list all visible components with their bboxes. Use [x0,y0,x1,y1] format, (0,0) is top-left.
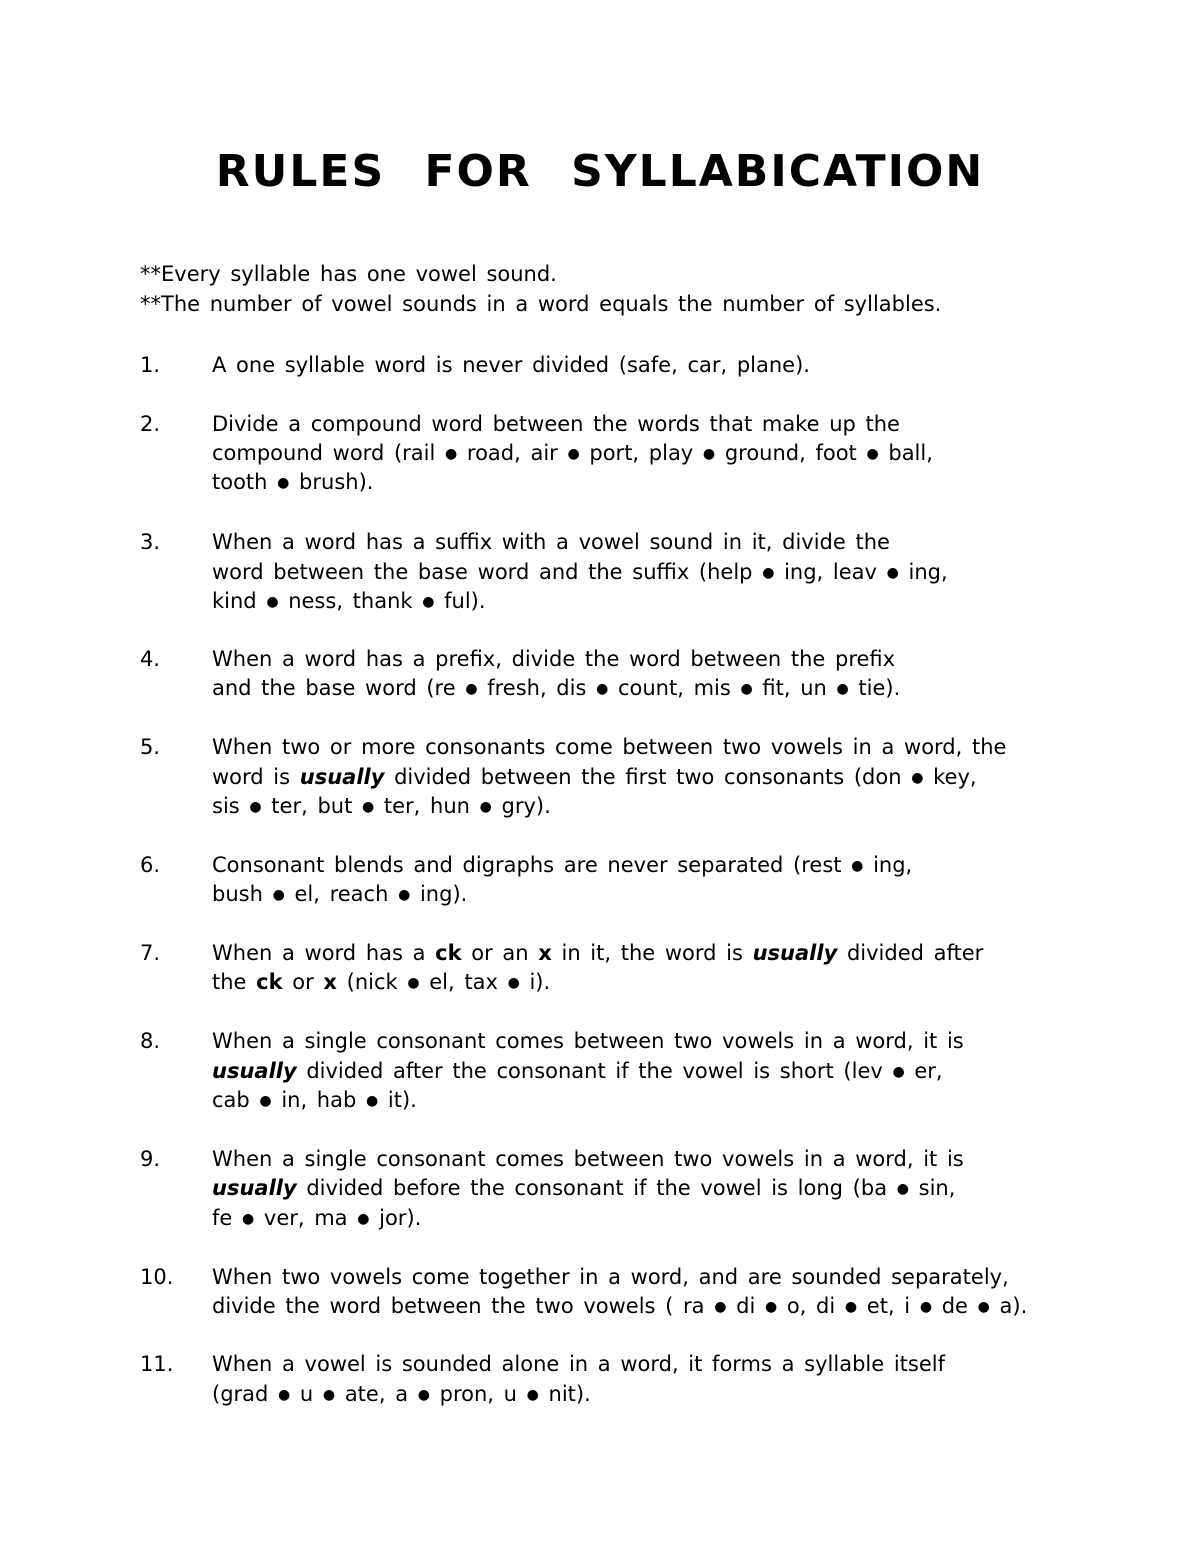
rule-text: When a word has a [212,941,436,965]
rule-text: road, air [457,441,568,465]
rule-text: ground, foot [715,441,867,465]
rule-text: in it, the word is [551,941,753,965]
intro-note: **The number of vowel sounds in a word equals the number of syllables. [140,292,942,316]
rule-text: Divide a compound word between the words that make up the [212,412,900,436]
rule-text-line [212,1147,964,1171]
rule-text: in, hab [271,1088,366,1112]
bullet-separator: ● [465,681,478,697]
rule-text: ing, [863,853,913,877]
rule-text: count, mis [608,676,741,700]
rule-text-line [212,1176,955,1200]
rule-text: ing). [410,882,468,906]
rule-text-line [212,589,486,613]
rule-text-line [212,353,810,377]
rule-text-line [212,1294,1027,1318]
bullet-separator: ● [422,594,435,610]
rule-number: 2. [140,412,161,436]
rule-text: ate, a [335,1382,418,1406]
rule-text: port, play [579,441,703,465]
rule-text-line [212,1352,945,1376]
rule-text: fresh, dis [477,676,597,700]
rule-text: nit). [538,1382,591,1406]
rule-text-line [212,1088,417,1112]
rule-text: ing, [898,560,948,584]
rule-text: When a vowel is sounded alone in a word, it forms a syllable itself [212,1352,945,1376]
rule-text: or [282,970,324,994]
rule-text: tooth [212,470,278,494]
rule-text: o, di [777,1294,845,1318]
bullet-separator: ● [567,446,580,462]
bold-text: x [538,941,552,965]
emphasis-text: usually [299,765,385,789]
rule-text: it). [378,1088,417,1112]
rule-text: A one syllable word is never divided (safe, car, plane). [212,353,810,377]
rule-text: divided before the consonant if the vowel is long (ba [296,1176,897,1200]
rule-number: 8. [140,1029,161,1053]
bullet-separator: ● [844,1299,858,1315]
rule-text: or an [461,941,539,965]
rule-text: de [932,1294,978,1318]
rule-text-line [212,1265,1009,1289]
rule-text: When two vowels come together in a word, and are sounded separately, [212,1265,1009,1289]
rule-number: 3. [140,530,161,554]
rule-text: ball, [878,441,933,465]
rule-text: and the base word (re [212,676,466,700]
rule-number: 1. [140,353,161,377]
bullet-separator: ● [764,1299,778,1315]
rule-text: tie). [848,676,901,700]
bullet-separator: ● [596,681,609,697]
bullet-separator: ● [919,1299,933,1315]
rule-text: bush [212,882,273,906]
intro-note: **Every syllable has one vowel sound. [140,262,557,286]
rule-text-line [212,1382,591,1406]
bullet-separator: ● [272,887,285,903]
rule-text: kind [212,589,267,613]
rule-text: divided after the consonant if the vowel is short (lev [296,1059,893,1083]
rule-text: (grad [212,1382,279,1406]
rule-text: el, reach [284,882,399,906]
rule-text: a). [989,1294,1028,1318]
bullet-separator: ● [417,1387,430,1403]
bullet-separator: ● [366,1093,379,1109]
rule-text-line [212,560,948,584]
rule-text: fe [212,1206,242,1230]
bullet-separator: ● [851,858,864,874]
bullet-separator: ● [398,887,411,903]
bullet-separator: ● [892,1064,905,1080]
rule-text: ness, thank [278,589,423,613]
bullet-separator: ● [896,1181,909,1197]
rule-number: 9. [140,1147,161,1171]
bullet-separator: ● [740,681,753,697]
rule-text: er, [904,1059,943,1083]
rule-text: et, i [857,1294,920,1318]
rule-text: word between the base word and the suffix (help [212,560,763,584]
rule-text: brush). [289,470,374,494]
rule-text-line [212,412,900,436]
rule-text-line [212,441,933,465]
rule-text: ter, hun [374,794,480,818]
rule-text-line [212,470,373,494]
rule-text: jor). [369,1206,422,1230]
rule-number: 6. [140,853,161,877]
rule-text-line [212,1206,421,1230]
bullet-separator: ● [886,565,899,581]
bullet-separator: ● [357,1211,370,1227]
rule-text: pron, u [429,1382,527,1406]
rule-text: el, tax [419,970,508,994]
bullet-separator: ● [836,681,849,697]
rule-text: gry). [491,794,551,818]
rule-number: 4. [140,647,161,671]
rule-text-line [212,765,977,789]
rule-text-line [212,647,895,671]
rule-text-line [212,530,890,554]
bullet-separator: ● [977,1299,990,1315]
rule-text-line [212,941,983,965]
bold-text: ck [256,970,283,994]
bullet-separator: ● [866,446,879,462]
rule-number: 11. [140,1352,174,1376]
bullet-separator: ● [702,446,716,462]
rule-text: When a word has a suffix with a vowel sound in it, divide the [212,530,890,554]
rule-text: When a single consonant comes between two vowels in a word, it is [212,1147,964,1171]
rule-text: divide the word between the two vowels ( ra [212,1294,715,1318]
rule-text-line [212,1059,943,1083]
rule-text: ful). [434,589,486,613]
rule-number: 5. [140,735,161,759]
rule-text: compound word (rail [212,441,445,465]
bullet-separator: ● [479,799,492,815]
rule-text: sin, [908,1176,956,1200]
rule-text: (nick [336,970,408,994]
bullet-separator: ● [242,1211,255,1227]
rule-text-line [212,853,912,877]
rule-text-line [212,735,1006,759]
rule-text: ver, ma [254,1206,358,1230]
rule-text-line [212,794,551,818]
rule-text: When two or more consonants come between two vowels in a word, the [212,735,1007,759]
bullet-separator: ● [322,1387,336,1403]
bullet-separator: ● [911,770,924,786]
rule-text: sis [212,794,250,818]
bullet-separator: ● [277,475,290,491]
bullet-separator: ● [445,446,458,462]
bullet-separator: ● [762,565,775,581]
emphasis-text: usually [752,941,838,965]
rule-text: Consonant blends and digraphs are never separated (rest [212,853,852,877]
rule-text-line [212,1029,964,1053]
emphasis-text: usually [212,1176,297,1200]
rule-text: the [212,970,257,994]
rule-text-line [212,676,900,700]
rule-text: ing, leav [774,560,887,584]
rule-text: u [290,1382,323,1406]
rule-text: divided after [837,941,984,965]
rule-text: di [726,1294,765,1318]
rule-text: key, [923,765,977,789]
rule-text-line [212,882,467,906]
rule-text: When a single consonant comes between two vowels in a word, it is [212,1029,964,1053]
bullet-separator: ● [526,1387,539,1403]
rule-number: 10. [140,1265,174,1289]
bullet-separator: ● [278,1387,291,1403]
rule-text: divided between the first two consonants (don [384,765,912,789]
bullet-separator: ● [259,1093,272,1109]
emphasis-text: usually [212,1059,297,1083]
bold-text: ck [435,941,462,965]
rule-text: When a word has a prefix, divide the word between the prefix [212,647,896,671]
rule-number: 7. [140,941,161,965]
rule-text: i). [519,970,551,994]
bullet-separator: ● [249,799,262,815]
bold-text: x [323,970,337,994]
page-title: RULES FOR SYLLABICATION [215,146,985,197]
rule-text: cab [212,1088,260,1112]
rule-text: word is [212,765,300,789]
rule-text: ter, but [261,794,362,818]
rule-text: fit, un [752,676,837,700]
bullet-separator: ● [362,799,375,815]
bullet-separator: ● [714,1299,727,1315]
rule-text-line [212,970,550,994]
bullet-separator: ● [266,594,279,610]
bullet-separator: ● [407,975,420,991]
bullet-separator: ● [507,975,520,991]
